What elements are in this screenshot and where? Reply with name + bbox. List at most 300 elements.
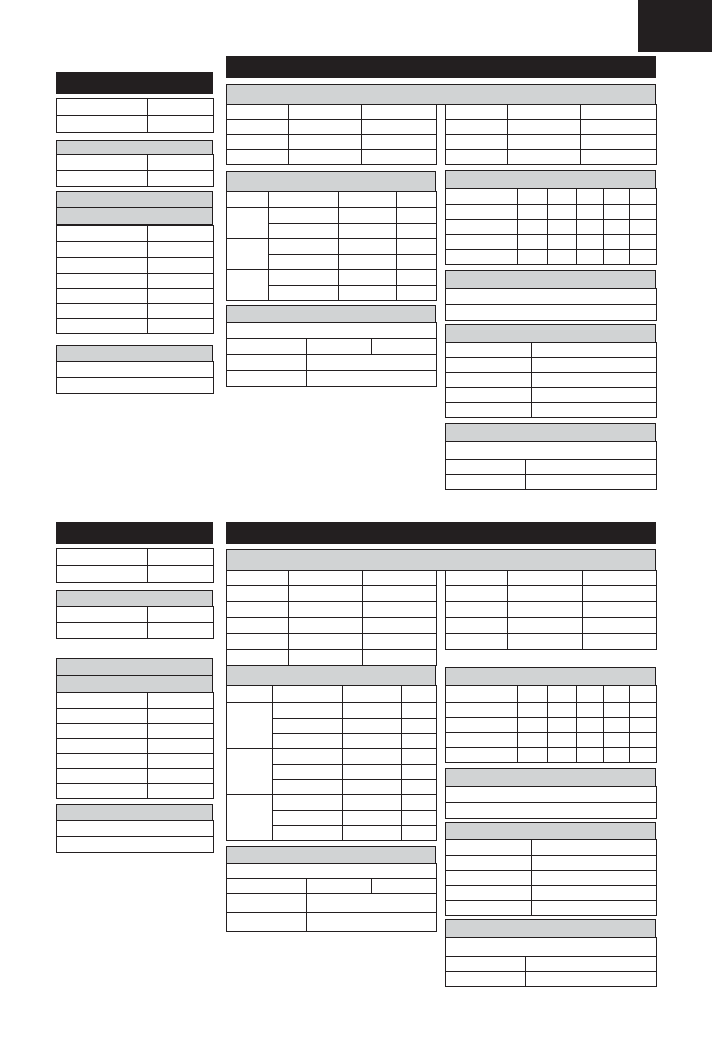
table-cell: [289, 571, 363, 586]
table-cell: [446, 388, 532, 403]
table-row: [446, 475, 657, 490]
table-cell: [526, 972, 657, 987]
table-row: [57, 155, 214, 171]
table-cell: [402, 719, 437, 734]
table-cell: [397, 255, 437, 270]
section-bar: [445, 270, 656, 289]
table-cell: [548, 718, 577, 733]
table-row: [446, 220, 657, 235]
table-cell: [148, 289, 214, 304]
main-table-left-bottom: [226, 570, 437, 666]
table-row: [446, 938, 657, 957]
table-cell: [343, 719, 402, 734]
table-cell: [446, 602, 508, 618]
table-cell: [273, 703, 343, 719]
left-table-3-bottom: [56, 692, 214, 799]
table-cell: [227, 208, 269, 239]
table-cell: [630, 220, 657, 235]
table-cell: [402, 826, 437, 841]
table-cell: [57, 319, 148, 334]
table-cell: [57, 362, 214, 378]
table-cell: [227, 602, 289, 618]
table-cell: [446, 871, 532, 886]
table-cell: [446, 358, 532, 373]
table-cell: [630, 718, 657, 733]
table-row: [227, 879, 437, 894]
single-col-table-bottom: [445, 786, 657, 819]
table-row: [227, 703, 437, 719]
table-row: [57, 724, 214, 739]
table-cell: [148, 709, 214, 724]
table-row: [227, 602, 437, 618]
table-cell: [148, 724, 214, 739]
table-cell: [604, 703, 630, 718]
table-row: [446, 957, 657, 972]
table-row: [57, 739, 214, 754]
table-cell: [148, 607, 214, 623]
table-row: [446, 289, 657, 305]
table-cell: [148, 739, 214, 754]
table-cell: [446, 733, 518, 748]
left-column-header: [56, 72, 213, 94]
table-cell: [269, 192, 339, 208]
table-row: [57, 242, 214, 258]
table-cell: [446, 403, 532, 418]
table-cell: [446, 373, 532, 388]
table-cell: [577, 189, 604, 205]
table-cell: [518, 250, 548, 265]
table-row: [446, 602, 657, 618]
table-row: [57, 693, 214, 709]
table-row: [446, 718, 657, 733]
table-cell: [548, 250, 577, 265]
table-cell: [57, 378, 214, 394]
table-row: [446, 972, 657, 987]
table-cell: [148, 99, 214, 116]
table-cell: [604, 250, 630, 265]
table-cell: [269, 239, 339, 255]
table-cell: [446, 803, 657, 819]
table-row: [57, 99, 214, 116]
table-row: [446, 250, 657, 265]
table-cell: [397, 239, 437, 255]
table-row: [57, 566, 214, 583]
table-cell: [402, 749, 437, 765]
table-cell: [446, 442, 657, 460]
table-cell: [446, 886, 532, 901]
section-bar: [56, 207, 213, 225]
table-cell: [508, 602, 583, 618]
table-cell: [518, 235, 548, 250]
table-cell: [148, 319, 214, 334]
table-cell: [57, 549, 148, 566]
table-cell: [269, 255, 339, 270]
table-cell: [604, 220, 630, 235]
table-cell: [630, 250, 657, 265]
table-cell: [273, 686, 343, 703]
table-cell: [227, 650, 289, 666]
left-table-2-bottom: [56, 606, 214, 639]
table-cell: [577, 686, 604, 703]
table-cell: [581, 120, 657, 135]
section-bar: [226, 305, 436, 323]
split-table: [226, 322, 437, 387]
table-row: [57, 274, 214, 289]
table-row: [446, 305, 657, 321]
section-bar: [445, 667, 656, 686]
section-bar: [56, 658, 213, 676]
table-cell: [289, 135, 362, 150]
table-cell: [363, 602, 437, 618]
table-row: [227, 105, 437, 120]
table-row: [57, 304, 214, 319]
table-cell: [518, 205, 548, 220]
table-row: [57, 607, 214, 623]
table-cell: [289, 586, 363, 602]
table-cell: [57, 754, 148, 769]
table-cell: [446, 938, 657, 957]
table-cell: [446, 475, 526, 490]
table-cell: [57, 226, 148, 242]
table-cell: [227, 913, 307, 932]
table-row: [446, 358, 657, 373]
table-cell: [518, 748, 548, 763]
table-row: [57, 226, 214, 242]
table-row: [446, 373, 657, 388]
table-cell: [526, 460, 657, 475]
section-bar: [56, 191, 213, 208]
table-cell: [577, 205, 604, 220]
table-cell: [583, 602, 657, 618]
corner-page-tab: [638, 0, 712, 52]
table-cell: [508, 120, 581, 135]
table-row: [446, 787, 657, 803]
table-row: [446, 150, 657, 165]
table-cell: [289, 602, 363, 618]
table-cell: [526, 957, 657, 972]
table-cell: [446, 748, 518, 763]
table-row: [227, 135, 437, 150]
table-row: [57, 821, 214, 837]
table-row: [446, 135, 657, 150]
table-row: [446, 618, 657, 634]
table-cell: [604, 235, 630, 250]
table-cell: [148, 623, 214, 639]
table-cell: [307, 879, 372, 894]
table-cell: [307, 371, 437, 387]
left-table-3: [56, 225, 214, 334]
table-cell: [148, 226, 214, 242]
table-cell: [402, 795, 437, 811]
table-cell: [532, 358, 657, 373]
table-cell: [583, 586, 657, 602]
table-cell: [372, 879, 437, 894]
table-cell: [57, 623, 148, 639]
table-cell: [548, 235, 577, 250]
table-cell: [446, 105, 508, 120]
table-row: [227, 894, 437, 913]
table-cell: [402, 686, 437, 703]
table-cell: [343, 780, 402, 795]
table-cell: [446, 135, 508, 150]
section-bar: [226, 84, 656, 105]
table-cell: [362, 120, 437, 135]
table-cell: [604, 189, 630, 205]
table-row: [57, 289, 214, 304]
table-row: [446, 120, 657, 135]
table-cell: [227, 586, 289, 602]
main-table-left: [226, 104, 437, 165]
table-row: [57, 116, 214, 133]
table-row: [57, 623, 214, 639]
table-cell: [397, 208, 437, 224]
table-cell: [339, 255, 397, 270]
table-cell: [532, 343, 657, 358]
table-cell: [581, 150, 657, 165]
table-cell: [227, 879, 307, 894]
table-cell: [57, 709, 148, 724]
table-cell: [57, 171, 148, 187]
section-bar: [445, 768, 656, 787]
table-cell: [227, 355, 307, 371]
table-row: [227, 571, 437, 586]
table-cell: [343, 811, 402, 826]
table-cell: [508, 618, 583, 634]
table-cell: [630, 748, 657, 763]
table-cell: [630, 205, 657, 220]
table-cell: [508, 571, 583, 586]
table-cell: [446, 856, 532, 871]
table-row: [227, 270, 437, 286]
table-row: [227, 239, 437, 255]
table-row: [227, 749, 437, 765]
table-cell: [446, 586, 508, 602]
table-cell: [446, 718, 518, 733]
table-cell: [630, 686, 657, 703]
matrix-table-bottom: [445, 685, 657, 763]
table-cell: [273, 780, 343, 795]
table-row: [57, 754, 214, 769]
grouped-table: [226, 191, 437, 301]
section-bar: [56, 590, 213, 607]
table-row: [446, 205, 657, 220]
table-cell: [273, 734, 343, 749]
table-cell: [363, 571, 437, 586]
table-cell: [526, 475, 657, 490]
table-row: [227, 208, 437, 224]
table-cell: [148, 304, 214, 319]
table-cell: [269, 208, 339, 224]
two-col-table-bottom: [445, 839, 657, 916]
table-cell: [339, 286, 397, 301]
table-cell: [548, 733, 577, 748]
table-cell: [446, 686, 518, 703]
table-row: [227, 864, 437, 879]
table-cell: [57, 607, 148, 623]
table-row: [227, 795, 437, 811]
table-cell: [532, 388, 657, 403]
table-cell: [227, 239, 269, 270]
table-cell: [362, 135, 437, 150]
table-cell: [57, 304, 148, 319]
table-cell: [307, 894, 437, 913]
table-cell: [402, 734, 437, 749]
table-cell: [57, 258, 148, 274]
table-cell: [269, 286, 339, 301]
table-cell: [57, 724, 148, 739]
table-row: [446, 856, 657, 871]
table-cell: [446, 235, 518, 250]
left-column-header: [56, 522, 213, 544]
table-cell: [577, 235, 604, 250]
table-cell: [227, 270, 269, 301]
left-table-1: [56, 98, 214, 133]
table-cell: [630, 189, 657, 205]
table-cell: [446, 972, 526, 987]
table-row: [227, 339, 437, 355]
table-cell: [604, 686, 630, 703]
table-row: [57, 378, 214, 394]
table-cell: [604, 748, 630, 763]
table-row: [446, 901, 657, 916]
table-cell: [289, 650, 363, 666]
table-cell: [372, 339, 437, 355]
table-row: [446, 388, 657, 403]
table-cell: [446, 703, 518, 718]
table-cell: [57, 274, 148, 289]
table-cell: [227, 618, 289, 634]
table-cell: [446, 460, 526, 475]
table-cell: [148, 693, 214, 709]
table-cell: [577, 220, 604, 235]
table-row: [227, 686, 437, 703]
table-cell: [148, 769, 214, 784]
table-cell: [446, 840, 532, 856]
section-bar: [445, 170, 656, 189]
table-cell: [581, 135, 657, 150]
footer-table-bottom: [445, 937, 657, 987]
table-cell: [446, 787, 657, 803]
table-cell: [339, 270, 397, 286]
table-cell: [57, 739, 148, 754]
table-cell: [532, 403, 657, 418]
table-cell: [148, 116, 214, 133]
section-bar: [445, 822, 656, 840]
table-cell: [548, 703, 577, 718]
table-cell: [227, 150, 289, 165]
table-row: [57, 837, 214, 853]
table-cell: [289, 105, 362, 120]
table-cell: [583, 618, 657, 634]
table-cell: [446, 289, 657, 305]
table-cell: [518, 718, 548, 733]
table-row: [57, 258, 214, 274]
table-cell: [532, 886, 657, 901]
table-cell: [630, 703, 657, 718]
table-cell: [148, 754, 214, 769]
table-cell: [57, 155, 148, 171]
table-cell: [402, 765, 437, 780]
table-cell: [227, 323, 437, 339]
table-cell: [446, 205, 518, 220]
table-cell: [289, 150, 362, 165]
table-cell: [362, 105, 437, 120]
table-cell: [343, 765, 402, 780]
table-cell: [630, 733, 657, 748]
table-cell: [446, 343, 532, 358]
table-row: [227, 634, 437, 650]
table-cell: [363, 618, 437, 634]
table-cell: [289, 120, 362, 135]
table-row: [227, 323, 437, 339]
table-row: [446, 686, 657, 703]
table-cell: [583, 571, 657, 586]
table-cell: [57, 289, 148, 304]
table-cell: [508, 105, 581, 120]
table-cell: [273, 719, 343, 734]
section-bar: [226, 665, 436, 686]
table-cell: [446, 305, 657, 321]
table-cell: [227, 339, 307, 355]
table-cell: [227, 135, 289, 150]
table-cell: [57, 821, 214, 837]
table-row: [446, 442, 657, 460]
table-row: [446, 460, 657, 475]
main-table-right: [445, 104, 657, 165]
table-row: [57, 769, 214, 784]
table-cell: [604, 718, 630, 733]
table-row: [446, 703, 657, 718]
table-cell: [273, 811, 343, 826]
table-row: [446, 634, 657, 650]
table-cell: [508, 586, 583, 602]
table-cell: [57, 693, 148, 709]
main-header-bar: [226, 56, 656, 78]
table-row: [446, 105, 657, 120]
footer-table: [445, 441, 657, 490]
table-row: [446, 871, 657, 886]
table-cell: [227, 686, 273, 703]
table-cell: [343, 686, 402, 703]
table-cell: [273, 826, 343, 841]
table-row: [227, 586, 437, 602]
table-cell: [227, 105, 289, 120]
table-row: [227, 650, 437, 666]
table-cell: [581, 105, 657, 120]
table-cell: [577, 733, 604, 748]
table-cell: [402, 811, 437, 826]
table-cell: [57, 116, 148, 133]
left-table-1-bottom: [56, 548, 214, 583]
section-bar: [56, 804, 213, 821]
table-cell: [339, 208, 397, 224]
table-cell: [289, 634, 363, 650]
table-cell: [148, 242, 214, 258]
table-cell: [148, 171, 214, 187]
table-row: [227, 192, 437, 208]
table-cell: [57, 769, 148, 784]
two-col-table: [445, 342, 657, 418]
table-cell: [508, 135, 581, 150]
split-table-bottom: [226, 863, 437, 932]
table-cell: [532, 856, 657, 871]
table-cell: [57, 99, 148, 116]
table-cell: [148, 784, 214, 799]
table-row: [57, 784, 214, 799]
section-bar: [56, 140, 213, 155]
table-cell: [446, 220, 518, 235]
table-cell: [446, 250, 518, 265]
